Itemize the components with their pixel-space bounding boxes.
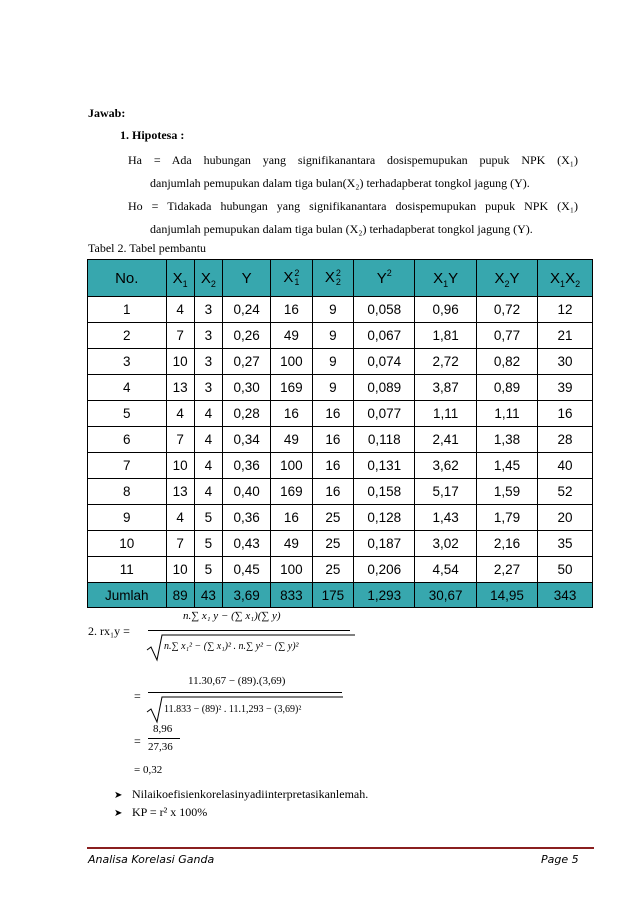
ho-line-2: danjumlah pemupukan dalam tiga bulan (X₂) terhadapberat tongkol jagung (Y). <box>150 222 533 236</box>
col-y: Y <box>223 260 271 297</box>
table-cell: 0,43 <box>223 531 271 557</box>
table-cell: 1,38 <box>476 427 537 453</box>
table-cell: 16 <box>271 297 312 323</box>
table-caption: Tabel 2. Tabel pembantu <box>88 241 207 255</box>
footer-title: Analisa Korelasi Ganda <box>88 853 215 866</box>
table-cell: 9 <box>88 505 167 531</box>
table-row <box>88 453 593 479</box>
table-cell: 0,077 <box>354 401 415 427</box>
table-cell: 4 <box>88 375 167 401</box>
table-cell: 13 <box>166 479 194 505</box>
table-cell: 0,067 <box>354 323 415 349</box>
table-cell: 10 <box>166 453 194 479</box>
table-row <box>88 557 593 583</box>
table-cell: 0,158 <box>354 479 415 505</box>
table-cell: 1,43 <box>415 505 476 531</box>
table-cell: 0,89 <box>476 375 537 401</box>
bullet-text: Nilaikoefisienkorelasinyadiinterpretasikanlemah. <box>132 787 369 801</box>
total-cell: 89 <box>166 583 194 608</box>
bullet-interpretation <box>114 787 368 802</box>
table-row <box>88 401 593 427</box>
table-cell: 1,45 <box>476 453 537 479</box>
table-cell: 2,27 <box>476 557 537 583</box>
table-cell: 25 <box>312 505 353 531</box>
total-cell: 30,67 <box>415 583 476 608</box>
step1-fraction-bar <box>148 692 342 693</box>
table-cell: 4 <box>194 479 222 505</box>
table-cell: 40 <box>538 453 593 479</box>
table-cell: 4 <box>166 297 194 323</box>
table-cell: 2,72 <box>415 349 476 375</box>
table-cell: 3 <box>194 375 222 401</box>
table-cell: 0,128 <box>354 505 415 531</box>
helper-table <box>87 259 593 608</box>
table-cell: 1,59 <box>476 479 537 505</box>
table-cell: 16 <box>312 427 353 453</box>
step1-numerator: 11.30,67 − (89).(3,69) <box>188 675 286 687</box>
table-cell: 3,02 <box>415 531 476 557</box>
total-cell: 1,293 <box>354 583 415 608</box>
total-cell: 3,69 <box>223 583 271 608</box>
table-cell: 0,206 <box>354 557 415 583</box>
bullet-text: KP = r² x 100% <box>132 805 208 819</box>
table-cell: 16 <box>312 479 353 505</box>
table-cell: 0,82 <box>476 349 537 375</box>
table-cell: 10 <box>166 557 194 583</box>
table-cell: 28 <box>538 427 593 453</box>
arrow-bullet-icon: ➤ <box>114 790 123 801</box>
ha-line-1: Ha = Ada hubungan yang signifikanantara dosispemupukan pupuk NPK (X₁) <box>128 153 578 167</box>
table-cell: 5 <box>194 505 222 531</box>
table-cell: 4 <box>166 505 194 531</box>
table-cell: 3 <box>194 323 222 349</box>
total-cell: 43 <box>194 583 222 608</box>
total-cell: 14,95 <box>476 583 537 608</box>
table-cell: 3,62 <box>415 453 476 479</box>
answer-heading: Jawab: <box>88 106 126 120</box>
table-cell: 13 <box>166 375 194 401</box>
table-cell: 0,187 <box>354 531 415 557</box>
col-x2: $X_2$ <box>194 260 222 297</box>
table-cell: 9 <box>312 323 353 349</box>
table-cell: 0,058 <box>354 297 415 323</box>
table-cell: 52 <box>538 479 593 505</box>
ho-line-1: Ho = Tidakada hubungan yang signifikanantara dosispemupukan pupuk NPK (X₁) <box>128 199 578 213</box>
formula-denominator: n.∑ x₁² − (∑ x₁)² . n.∑ y² − (∑ y)² <box>164 641 299 652</box>
table-cell: 25 <box>312 557 353 583</box>
table-cell: 3 <box>88 349 167 375</box>
table-cell: 39 <box>538 375 593 401</box>
table-cell: 0,27 <box>223 349 271 375</box>
ha-line-2: danjumlah pemupukan dalam tiga bulan(X₂) terhadapberat tongkol jagung (Y). <box>150 176 530 190</box>
table-cell: 9 <box>312 349 353 375</box>
col-x1y: $X_1Y$ <box>415 260 476 297</box>
table-cell: 10 <box>166 349 194 375</box>
table-cell: 1,11 <box>476 401 537 427</box>
table-cell: 2,16 <box>476 531 537 557</box>
table-cell: 100 <box>271 557 312 583</box>
hypothesis-title: 1. Hipotesa : <box>120 128 185 142</box>
table-cell: 0,24 <box>223 297 271 323</box>
table-cell: 4,54 <box>415 557 476 583</box>
col-y-squared: $Y^2$ <box>354 260 415 297</box>
table-row <box>88 349 593 375</box>
table-cell: 0,40 <box>223 479 271 505</box>
table-cell: 4 <box>166 401 194 427</box>
formula-numerator: n.∑ x₁ y − (∑ x₁)(∑ y) <box>183 610 281 622</box>
table-row <box>88 505 593 531</box>
table-cell: 0,77 <box>476 323 537 349</box>
table-cell: 0,72 <box>476 297 537 323</box>
table-cell: 100 <box>271 453 312 479</box>
table-row <box>88 297 593 323</box>
table-cell: 0,36 <box>223 505 271 531</box>
footer-page-number: Page 5 <box>541 853 579 866</box>
table-cell: 169 <box>271 479 312 505</box>
table-cell: 1 <box>88 297 167 323</box>
table-cell: 7 <box>166 427 194 453</box>
col-x1x2: $X_1X_2$ <box>538 260 593 297</box>
table-cell: 25 <box>312 531 353 557</box>
table-row <box>88 323 593 349</box>
table-row <box>88 375 593 401</box>
table-row <box>88 531 593 557</box>
table-cell: 0,45 <box>223 557 271 583</box>
table-cell: 1,79 <box>476 505 537 531</box>
table-cell: 49 <box>271 323 312 349</box>
table-cell: 1,11 <box>415 401 476 427</box>
col-x2-squared: X2 2 <box>312 260 353 297</box>
table-cell: 21 <box>538 323 593 349</box>
total-label: Jumlah <box>88 583 167 608</box>
table-cell: 11 <box>88 557 167 583</box>
step2-fraction-bar <box>148 738 180 739</box>
col-x2y: $X_2Y$ <box>476 260 537 297</box>
table-cell: 0,26 <box>223 323 271 349</box>
table-cell: 0,96 <box>415 297 476 323</box>
table-cell: 12 <box>538 297 593 323</box>
total-cell: 175 <box>312 583 353 608</box>
table-cell: 1,81 <box>415 323 476 349</box>
table-cell: 4 <box>194 427 222 453</box>
table-cell: 100 <box>271 349 312 375</box>
table-cell: 3,87 <box>415 375 476 401</box>
step2-numerator: 8,96 <box>153 723 173 735</box>
table-cell: 16 <box>312 453 353 479</box>
table-row <box>88 427 593 453</box>
table-cell: 2 <box>88 323 167 349</box>
result-value: = 0,32 <box>134 764 163 776</box>
table-cell: 5 <box>194 531 222 557</box>
table-row <box>88 479 593 505</box>
table-cell: 9 <box>312 297 353 323</box>
table-cell: 0,089 <box>354 375 415 401</box>
footer-divider <box>87 847 594 849</box>
table-cell: 16 <box>538 401 593 427</box>
table-cell: 0,34 <box>223 427 271 453</box>
total-row <box>88 583 593 608</box>
col-x1-squared: X2 1 <box>271 260 312 297</box>
bullet-kp <box>114 805 207 820</box>
col-no: No. <box>88 260 167 297</box>
table-cell: 4 <box>194 453 222 479</box>
col-x1: $X_1$ <box>166 260 194 297</box>
table-header-row <box>88 260 593 297</box>
table-cell: 50 <box>538 557 593 583</box>
total-cell: 343 <box>538 583 593 608</box>
table-cell: 35 <box>538 531 593 557</box>
table-cell: 3 <box>194 297 222 323</box>
table-cell: 3 <box>194 349 222 375</box>
table-cell: 169 <box>271 375 312 401</box>
table-cell: 7 <box>166 323 194 349</box>
step2-denominator: 27,36 <box>148 741 173 753</box>
table-cell: 5 <box>194 557 222 583</box>
table-cell: 2,41 <box>415 427 476 453</box>
table-cell: 5,17 <box>415 479 476 505</box>
table-cell: 5 <box>88 401 167 427</box>
rx1y-label: 2. rx₁y = <box>88 624 130 638</box>
table-cell: 0,118 <box>354 427 415 453</box>
table-cell: 16 <box>312 401 353 427</box>
table-cell: 8 <box>88 479 167 505</box>
table-cell: 16 <box>271 401 312 427</box>
table-cell: 20 <box>538 505 593 531</box>
table-cell: 7 <box>88 453 167 479</box>
table-cell: 0,28 <box>223 401 271 427</box>
table-cell: 30 <box>538 349 593 375</box>
arrow-bullet-icon: ➤ <box>114 808 123 819</box>
table-cell: 49 <box>271 531 312 557</box>
table-cell: 0,30 <box>223 375 271 401</box>
total-cell: 833 <box>271 583 312 608</box>
table-cell: 9 <box>312 375 353 401</box>
table-cell: 0,074 <box>354 349 415 375</box>
step2-equals: = <box>134 734 141 748</box>
table-cell: 0,131 <box>354 453 415 479</box>
formula-fraction-bar <box>148 630 350 631</box>
table-cell: 49 <box>271 427 312 453</box>
step1-denominator: 11.833 − (89)² . 11.1,293 − (3,69)² <box>164 704 302 715</box>
table-cell: 6 <box>88 427 167 453</box>
table-cell: 7 <box>166 531 194 557</box>
table-cell: 4 <box>194 401 222 427</box>
step1-equals: = <box>134 689 141 703</box>
table-cell: 10 <box>88 531 167 557</box>
table-cell: 0,36 <box>223 453 271 479</box>
table-cell: 16 <box>271 505 312 531</box>
